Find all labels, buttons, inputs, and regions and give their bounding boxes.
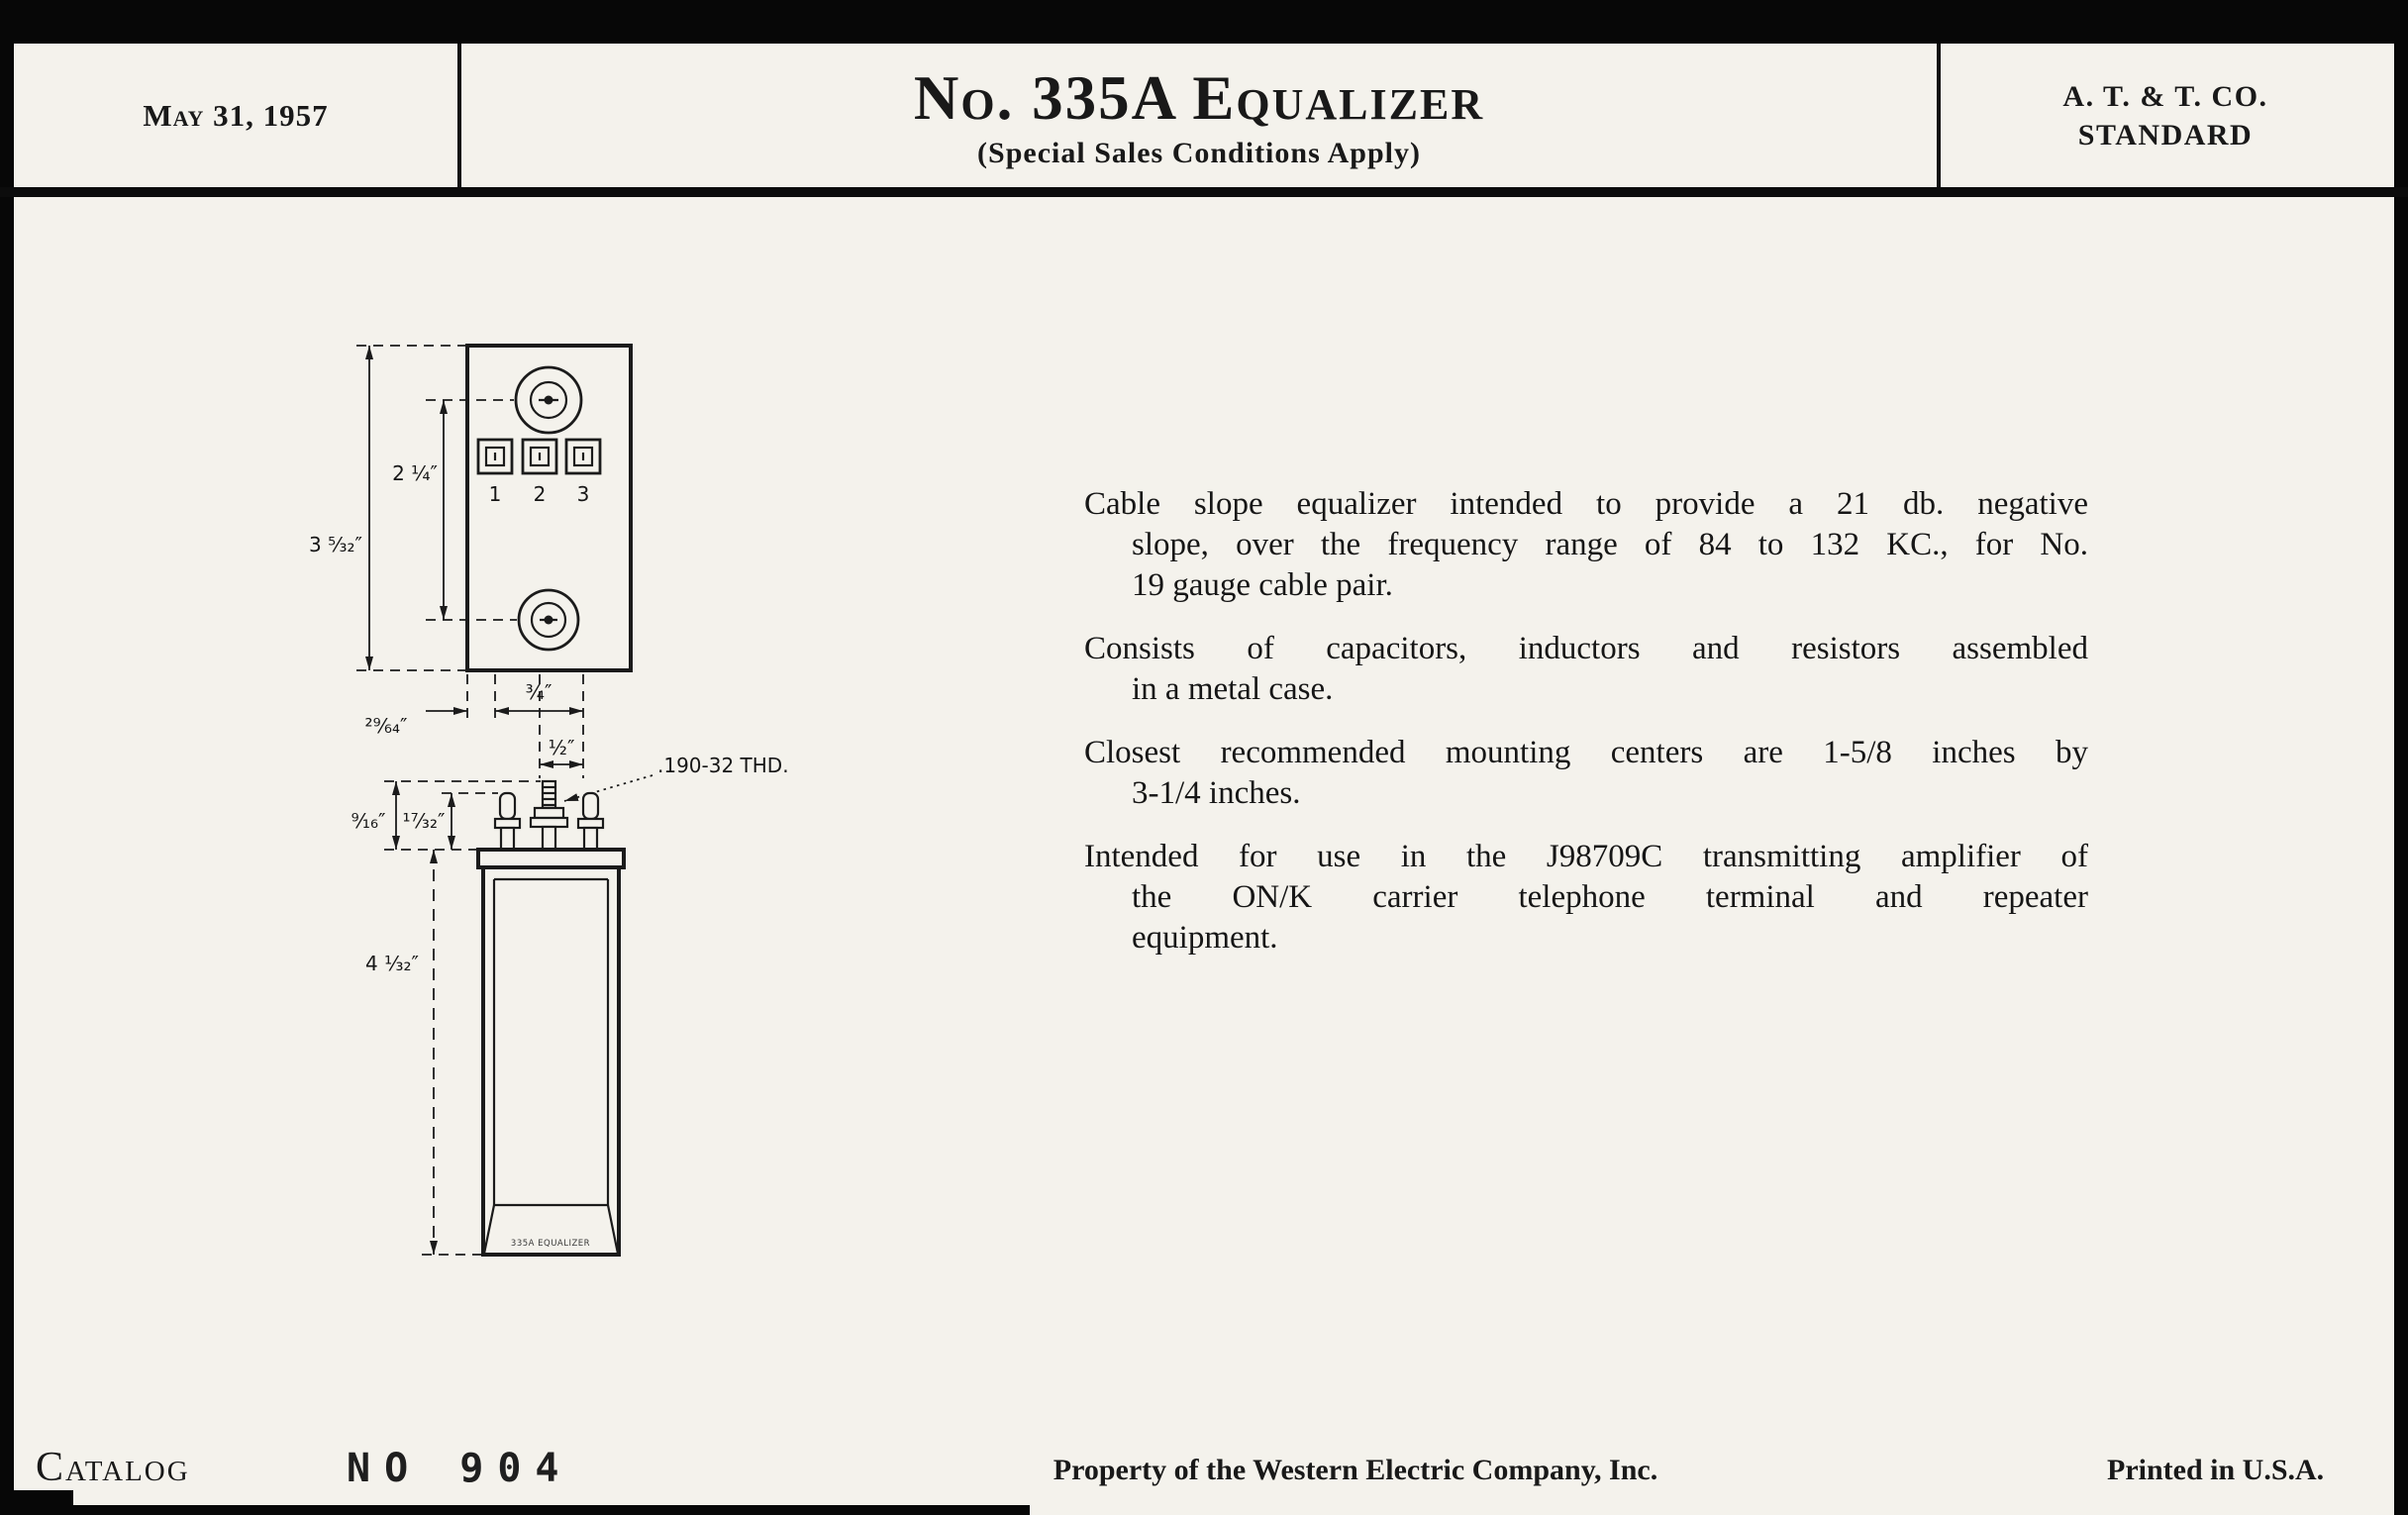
text-line: slope, over the frequency range of 84 to 132 KC., for No. [1132, 527, 2088, 562]
dim-stud-height-alt: ¹⁷⁄₃₂″ [402, 809, 446, 833]
stud-threaded [531, 781, 567, 850]
org-name: A. T. & T. CO. [2062, 79, 2268, 113]
dim-terminal-pitch: ¹⁄₂″ [548, 736, 575, 759]
terminal-2 [523, 440, 556, 473]
terminal-3 [566, 440, 600, 473]
dim-case-height: 4 ¹⁄₃₂″ [365, 952, 419, 975]
page-title: No. 335A Equalizer [913, 63, 1485, 133]
catalog-number: NO 904 [347, 1446, 573, 1491]
paragraph-2 [1084, 629, 2088, 710]
org-standard: STANDARD [2077, 118, 2254, 152]
text-line: the ON/K carrier telephone terminal and repeater [1132, 879, 2088, 915]
catalog-label: Catalog [36, 1445, 190, 1490]
scan-edge-bottom-corner [0, 1490, 73, 1515]
text-line: Intended for use in the J98709C transmitting amplifier of [1084, 839, 2088, 874]
text-line: in a metal case. [1132, 671, 1334, 707]
terminal-number-2: 2 [533, 482, 547, 506]
paragraph-1 [1084, 484, 2088, 606]
side-view [478, 781, 624, 1255]
text-line: Consists of capacitors, inductors and resistors assembled [1084, 631, 2088, 666]
header-date: May 31, 1957 [143, 97, 329, 133]
dimension-drawing [257, 317, 891, 1287]
case-stamp-label: 335A EQUALIZER [510, 1239, 591, 1249]
header-rule [0, 187, 2408, 197]
printed-in-usa: Printed in U.S.A. [2107, 1454, 2325, 1486]
terminal-number-3: 3 [576, 482, 590, 506]
stud-left [495, 793, 520, 850]
dim-mounting-height: 2 ¹⁄₄″ [392, 461, 438, 485]
top-view-dimensions [309, 346, 789, 801]
description [1084, 484, 2088, 981]
dim-overall-height: 3 ⁵⁄₃₂″ [309, 533, 362, 556]
scan-edge-left [0, 0, 14, 1515]
thread-callout: .190-32 THD. [657, 754, 789, 777]
dim-terminal-span: ³⁄₄″ [525, 680, 552, 704]
property-notice: Property of the Western Electric Company, Inc. [1053, 1454, 1658, 1486]
side-view-dimensions [351, 781, 541, 1255]
paragraph-4 [1084, 837, 2088, 959]
scan-edge-right [2394, 0, 2408, 1515]
text-line: Cable slope equalizer intended to provide a 21 db. negative [1084, 486, 2088, 522]
terminal-1 [478, 440, 512, 473]
terminal-number-1: 1 [488, 482, 502, 506]
scan-edge-top [0, 0, 2408, 44]
paragraph-3 [1084, 733, 2088, 814]
text-line: 3-1/4 inches. [1132, 775, 1301, 811]
dim-stud-height: ⁹⁄₁₆″ [351, 809, 386, 833]
header-standard-block [1937, 44, 2394, 187]
dim-edge-offset: ²⁹⁄₆₄″ [364, 714, 408, 738]
stud-right [578, 793, 603, 850]
scan-edge-bottom [0, 1505, 1030, 1515]
header-title-block [461, 44, 1937, 187]
text-line: 19 gauge cable pair. [1132, 567, 1393, 603]
text-line: Closest recommended mounting centers are 1-5/8 inches by [1084, 735, 2088, 770]
text-line: equipment. [1132, 920, 1278, 956]
top-view [467, 346, 631, 670]
page-subtitle: (Special Sales Conditions Apply) [977, 137, 1421, 169]
